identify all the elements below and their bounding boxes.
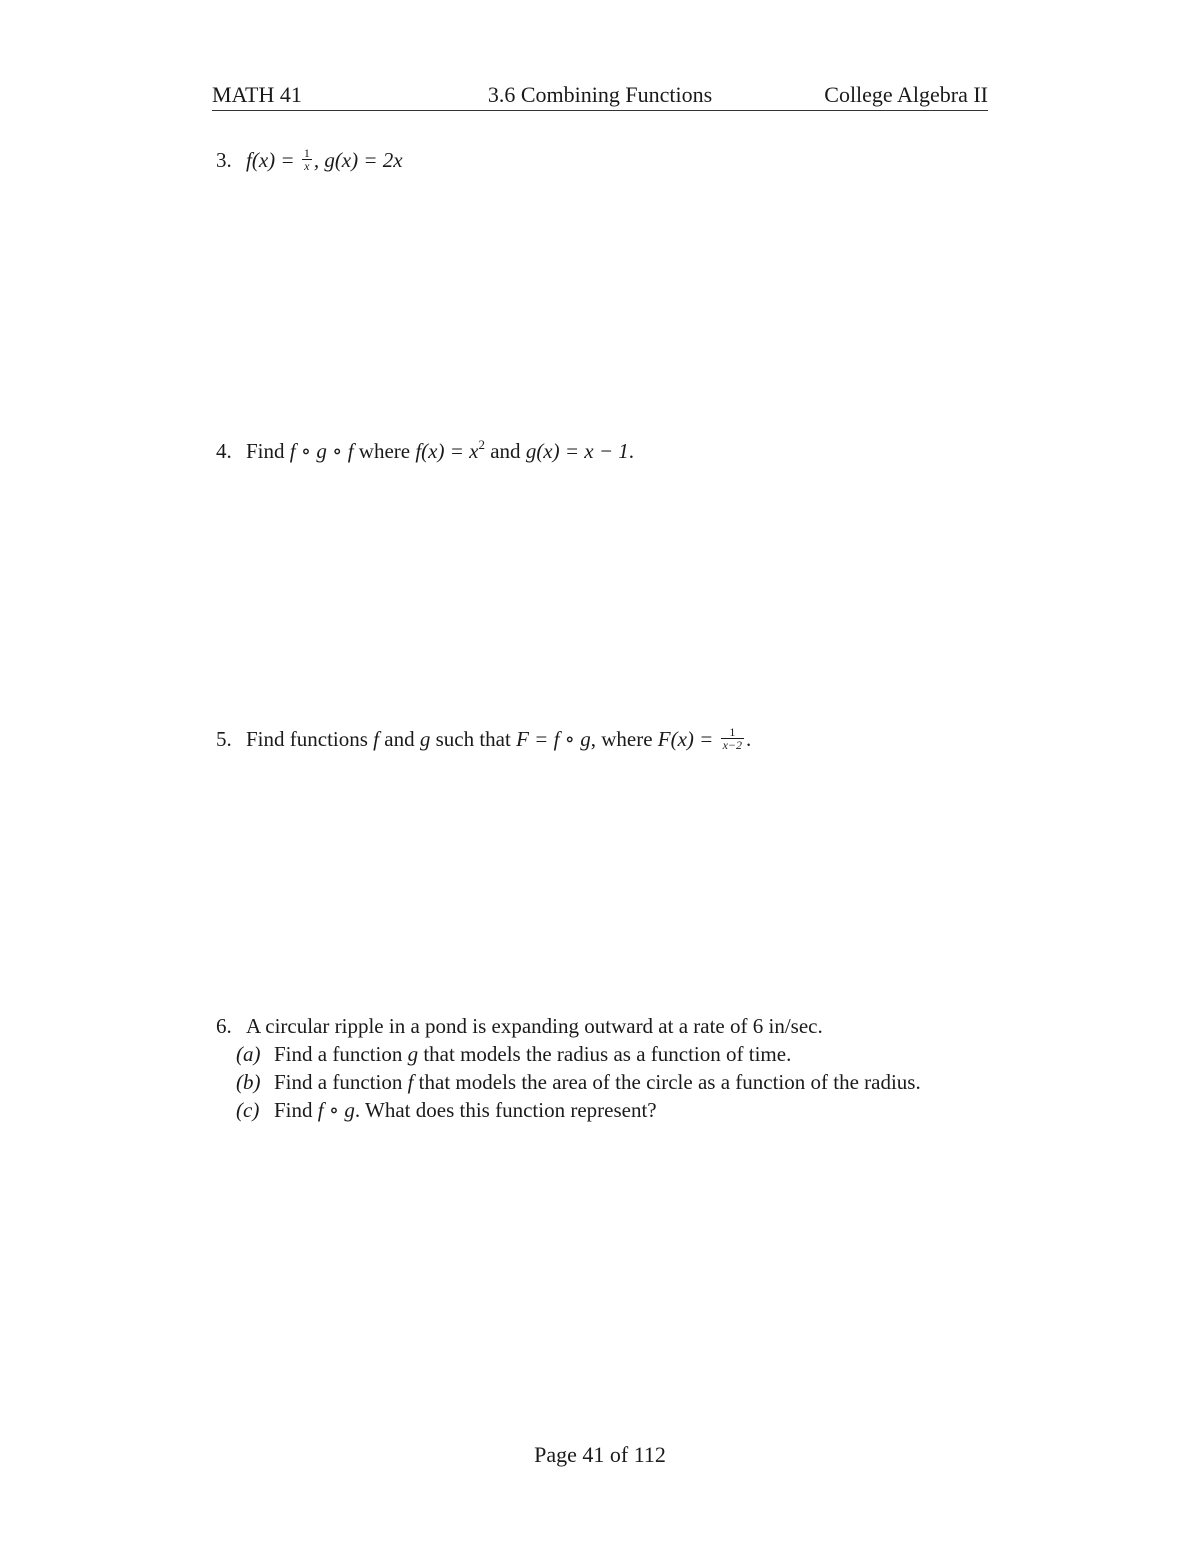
problem-text: Find <box>246 439 290 463</box>
problem-number: 6. <box>216 1014 232 1038</box>
problem-6a <box>236 1040 791 1068</box>
problem-text: where <box>353 439 416 463</box>
fraction-numerator: 1 <box>303 145 310 160</box>
problem-6 <box>216 1012 823 1040</box>
problem-number: 4. <box>216 439 232 463</box>
part-text: Find <box>274 1098 318 1122</box>
part-label: (c) <box>236 1098 260 1122</box>
problem-text: such that <box>430 727 517 751</box>
F-definition: F(x) = <box>657 727 719 751</box>
problem-3 <box>216 146 403 175</box>
problem-text: and <box>379 727 420 751</box>
problem-text: Find functions <box>246 727 374 751</box>
fraction-denominator: x <box>304 158 310 173</box>
fraction-numerator: 1 <box>721 726 744 739</box>
page-header <box>212 82 988 111</box>
problem-number: 5. <box>216 727 232 751</box>
problem-text: and <box>484 439 526 463</box>
problem-text: , where <box>590 727 658 751</box>
f-definition: f(x) = <box>246 148 300 172</box>
fraction-1-over-x-minus-2 <box>721 726 744 751</box>
composition: f ∘ g <box>317 1098 355 1122</box>
problem-6b <box>236 1068 921 1096</box>
composition-equation: F = f ∘ g <box>516 727 591 751</box>
problem-5 <box>216 725 751 754</box>
var-f: f <box>407 1070 414 1094</box>
part-text: . What does this function represent? <box>354 1098 657 1122</box>
part-text: Find a function <box>274 1070 408 1094</box>
part-text: that models the area of the circle as a function of the radius. <box>413 1070 921 1094</box>
part-label: (b) <box>236 1070 261 1094</box>
course-code: MATH 41 <box>212 82 302 107</box>
part-text: Find a function <box>274 1042 408 1066</box>
f-definition: f(x) = x <box>415 439 479 463</box>
g-definition: , g(x) = 2x <box>313 148 403 172</box>
period: . <box>628 439 635 463</box>
course-name: College Algebra II <box>824 82 988 107</box>
fraction-1-over-x <box>302 147 312 172</box>
composition: f ∘ g ∘ f <box>289 439 354 463</box>
problem-6c <box>236 1096 657 1124</box>
g-definition: g(x) = x − 1 <box>525 439 629 463</box>
var-g: g <box>419 727 431 751</box>
var-f: f <box>373 727 380 751</box>
part-label: (a) <box>236 1042 261 1066</box>
part-text: that models the radius as a function of time. <box>418 1042 792 1066</box>
fraction-denominator: x−2 <box>722 737 743 752</box>
problem-number: 3. <box>216 148 232 172</box>
var-g: g <box>407 1042 419 1066</box>
section-title: 3.6 Combining Functions <box>487 82 713 107</box>
period: . <box>746 727 752 751</box>
page-number: Page 41 of 112 <box>534 1442 666 1467</box>
problem-text: A circular ripple in a pond is expanding outward at a rate of 6 in/sec. <box>246 1014 823 1038</box>
exponent: 2 <box>478 437 485 452</box>
problem-4 <box>216 437 634 465</box>
